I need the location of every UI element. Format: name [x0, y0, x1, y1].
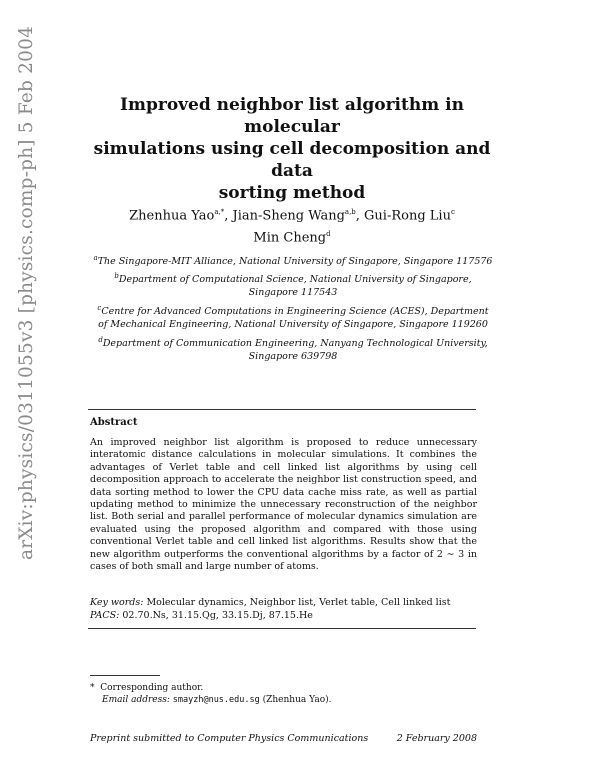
- affiliation-d: [88, 334, 498, 363]
- email-name: (Zhenhua Yao).: [262, 695, 332, 705]
- affiliation-line-wrap: [88, 270, 498, 286]
- affiliation-line: Department of Communication Engineering, Nanyang Technological University,: [102, 338, 488, 350]
- pacs: [90, 610, 478, 622]
- affiliation-mark: b: [114, 272, 119, 280]
- author-list: [88, 203, 496, 248]
- affiliation-mark: c: [97, 304, 102, 312]
- affiliation-line-wrap: [88, 334, 498, 350]
- email-address: smayzh@nus.edu.sg: [172, 695, 260, 705]
- paper-title: [88, 94, 496, 204]
- author-name: , Jian-Sheng Wang: [224, 208, 345, 224]
- affiliation-mark: d: [98, 336, 103, 344]
- affiliation-line: Department of Computational Science, National University of Singapore,: [118, 274, 472, 286]
- affiliation-line: Centre for Advanced Computations in Engineering Science (ACES), Department: [101, 306, 489, 318]
- affiliation-line: Singapore 117543: [248, 287, 338, 299]
- email-label: Email address:: [102, 695, 170, 705]
- affiliation-line: of Mechanical Engineering, National University of Singapore, Singapore 119260: [98, 319, 488, 331]
- keywords-value: Molecular dynamics, Neighbor list, Verlet table, Cell linked list: [146, 597, 451, 608]
- author-line: [88, 203, 496, 225]
- keywords-label: Key words:: [90, 597, 144, 608]
- author-name: , Gui-Rong Liu: [355, 208, 451, 224]
- pacs-label: PACS:: [90, 610, 120, 621]
- pacs-value: 02.70.Ns, 31.15.Qg, 33.15.Dj, 87.15.He: [122, 610, 313, 621]
- author-affil-mark: d: [326, 230, 331, 239]
- page-footer: [90, 733, 477, 744]
- footnote-text: Corresponding author.: [100, 683, 204, 693]
- keywords: [90, 597, 478, 609]
- author-affil-mark: a,b: [344, 208, 356, 216]
- footer-date: 2 February 2008: [396, 733, 477, 744]
- author-name: Zhenhua Yao: [129, 208, 215, 224]
- footnote: [90, 682, 478, 706]
- affiliation-line: The Singapore-MIT Alliance, National University of Singapore, Singapore 117576: [97, 256, 493, 268]
- author-affil-mark: a,*: [214, 208, 225, 216]
- footnote-line: [90, 682, 478, 694]
- title-line: sorting method: [218, 183, 366, 203]
- author-affil-mark: c: [450, 208, 455, 216]
- footnote-mark: *: [90, 683, 95, 693]
- abstract-body: An improved neighbor list algorithm is proposed to reduce unnecessary interatomic distance calculations in molecular simulations. It combines the advantages of Verlet table and cell linked list algorithms by using cell decomposition approach to accelerate the neighbor list construction speed, and data sorting method to lower the CPU data cache miss rate, as well as partial updating method to minimize the unnecessary reconstruction of the neighbor list. Both serial and parallel performance of molecular dynamics simulation are evaluated using the proposed algorithm and compared with those using conventional Verlet table and cell linked list algorithms. Results show that the new algorithm outperforms the conventional algorithms by a factor of 2 ∼ 3 in cases of both small and large number of atoms.: [90, 437, 477, 573]
- affiliation-a: [88, 252, 498, 268]
- affiliation-mark: a: [93, 254, 98, 262]
- affiliation-c: [88, 302, 498, 331]
- abstract-top-rule: [88, 409, 476, 410]
- footnote-rule: [90, 675, 160, 676]
- title-line: simulations using cell decomposition and data: [93, 139, 491, 181]
- author-line: [88, 225, 496, 247]
- preprint-note: Preprint submitted to Computer Physics Communications: [90, 733, 369, 744]
- arxiv-identifier-stamp: arXiv:physics/0311055v3 [physics.comp-ph] 5 Feb 2004: [16, 25, 37, 560]
- author-name: Min Cheng: [253, 230, 327, 246]
- abstract-bottom-rule: [88, 628, 476, 629]
- footnote-email-line: [90, 694, 478, 706]
- affiliation-line-wrap: [88, 302, 498, 318]
- abstract-heading: Abstract: [90, 417, 138, 428]
- affiliation-line: Singapore 639798: [248, 351, 338, 363]
- title-line: Improved neighbor list algorithm in molecular: [120, 95, 464, 137]
- affiliation-b: [88, 270, 498, 299]
